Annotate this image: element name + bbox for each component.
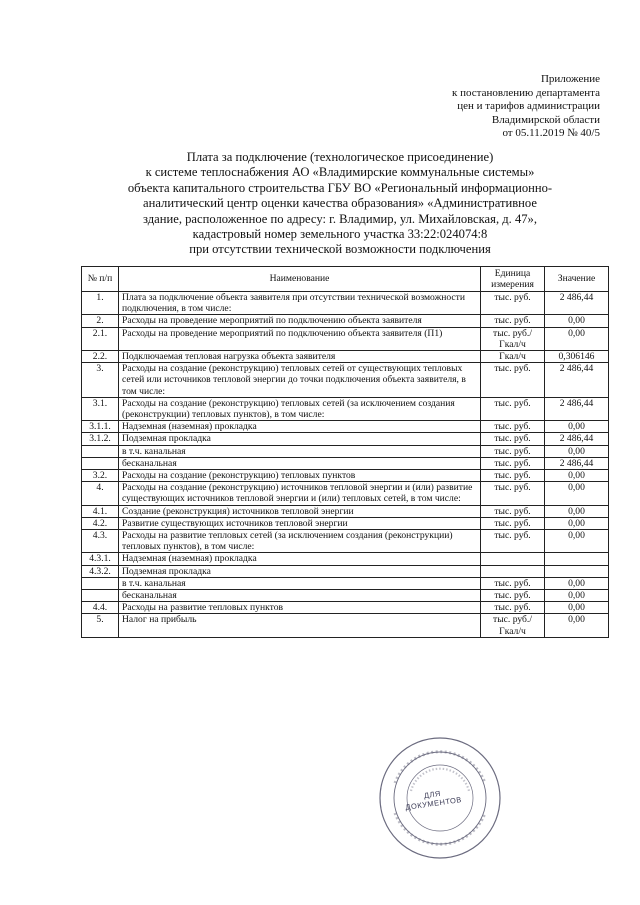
row-unit: Гкал/ч xyxy=(481,351,545,363)
row-name: Расходы на развитие тепловых сетей (за исключением создания (реконструкции) тепловых пунктов), в том числе: xyxy=(119,530,481,553)
row-number: 2.1. xyxy=(82,327,119,350)
row-value: 0,00 xyxy=(545,482,609,505)
row-name: Налог на прибыль xyxy=(119,614,481,637)
row-name: Создание (реконструкция) источников тепловой энергии xyxy=(119,505,481,517)
row-unit: тыс. руб. xyxy=(481,363,545,398)
row-name: Подземная прокладка xyxy=(119,433,481,445)
row-unit: тыс. руб. xyxy=(481,470,545,482)
row-number: 3.1.2. xyxy=(82,433,119,445)
row-number xyxy=(82,457,119,469)
row-number xyxy=(82,445,119,457)
row-name: Подключаемая тепловая нагрузка объекта заявителя xyxy=(119,351,481,363)
table-row xyxy=(82,445,609,457)
row-number: 4.1. xyxy=(82,505,119,517)
table-row xyxy=(82,363,609,398)
row-unit: тыс. руб. xyxy=(481,397,545,420)
row-number: 4.3. xyxy=(82,530,119,553)
row-name: Расходы на создание (реконструкцию) тепловых сетей от существующих тепловых сетей или источников тепловой энергии до точки подключения объекта заявителя, в том числе: xyxy=(119,363,481,398)
stamp-center-text: ДЛЯ ДОКУМЕНТОВ xyxy=(404,788,463,812)
row-name: Надземная (наземная) прокладка xyxy=(119,553,481,565)
row-unit: тыс. руб. xyxy=(481,315,545,327)
row-value xyxy=(545,565,609,577)
row-number: 3.1.1. xyxy=(82,421,119,433)
row-name: в т.ч. канальная xyxy=(119,445,481,457)
row-number: 4.2. xyxy=(82,517,119,529)
table-header-row xyxy=(82,267,609,292)
row-name: бесканальная xyxy=(119,457,481,469)
row-name: Расходы на проведение мероприятий по подключению объекта заявителя xyxy=(119,315,481,327)
title-line: кадастровый номер земельного участка 33:22:024074:8 xyxy=(192,227,488,242)
row-name: в т.ч. канальная xyxy=(119,577,481,589)
row-name: Расходы на создание (реконструкцию) тепловых пунктов xyxy=(119,470,481,482)
table-row xyxy=(82,602,609,614)
row-number: 3.1. xyxy=(82,397,119,420)
row-number: 4.4. xyxy=(82,602,119,614)
table-row xyxy=(82,614,609,637)
row-unit: тыс. руб. xyxy=(481,602,545,614)
row-unit: тыс. руб. xyxy=(481,445,545,457)
row-value: 2 486,44 xyxy=(545,292,609,315)
header-num: № п/п xyxy=(82,267,119,292)
row-value xyxy=(545,553,609,565)
row-unit: тыс. руб. xyxy=(481,433,545,445)
row-unit: тыс. руб. xyxy=(481,590,545,602)
row-value: 0,00 xyxy=(545,327,609,350)
header-unit: Единица измерения xyxy=(481,267,545,292)
title-line: Плата за подключение (технологическое присоединение) xyxy=(186,150,494,164)
row-name: Подземная прокладка xyxy=(119,565,481,577)
table-row xyxy=(82,292,609,315)
row-number: 4.3.1. xyxy=(82,553,119,565)
row-value: 0,00 xyxy=(545,590,609,602)
title-line: к системе теплоснабжения АО «Владимирские коммунальные системы» xyxy=(145,165,535,180)
row-unit: тыс. руб. xyxy=(481,421,545,433)
table-row xyxy=(82,351,609,363)
row-value: 0,306146 xyxy=(545,351,609,363)
table-row xyxy=(82,505,609,517)
row-number: 2.2. xyxy=(82,351,119,363)
row-number: 2. xyxy=(82,315,119,327)
row-number xyxy=(82,577,119,589)
row-unit xyxy=(481,565,545,577)
row-number: 5. xyxy=(82,614,119,637)
row-name: Расходы на создание (реконструкцию) тепловых сетей (за исключением создания (реконструкции) тепловых пунктов), в том числе: xyxy=(119,397,481,420)
row-value: 2 486,44 xyxy=(545,457,609,469)
table-row xyxy=(82,530,609,553)
appendix-line: Владимирской области xyxy=(491,113,600,126)
title-line: аналитический центр оценки качества образования» «Административное xyxy=(143,196,537,211)
appendix-line: к постановлению департамента xyxy=(452,86,600,99)
table-row xyxy=(82,553,609,565)
title-line: при отсутствии технической возможности подключения xyxy=(189,242,491,257)
row-unit xyxy=(481,553,545,565)
row-value: 0,00 xyxy=(545,445,609,457)
title-line: объекта капитального строительства ГБУ ВО «Региональный информационно- xyxy=(127,180,553,195)
row-value: 2 486,44 xyxy=(545,363,609,398)
appendix-line: цен и тарифов администрации xyxy=(457,100,600,113)
header-value: Значение xyxy=(545,267,609,292)
row-unit: тыс. руб. xyxy=(481,530,545,553)
tariff-table xyxy=(81,266,609,638)
row-name: Плата за подключение объекта заявителя при отсутствии технической возможности подключения, в том числе: xyxy=(119,292,481,315)
row-number: 3.2. xyxy=(82,470,119,482)
row-unit: тыс. руб./ Гкал/ч xyxy=(481,614,545,637)
appendix-line: от 05.11.2019 № 40/5 xyxy=(502,127,600,140)
table-row xyxy=(82,397,609,420)
row-unit: тыс. руб./ Гкал/ч xyxy=(481,327,545,350)
table-row xyxy=(82,517,609,529)
stamp-ring-lettering xyxy=(395,813,485,844)
row-unit: тыс. руб. xyxy=(481,292,545,315)
table-row xyxy=(82,590,609,602)
row-number: 4. xyxy=(82,482,119,505)
row-unit: тыс. руб. xyxy=(481,457,545,469)
row-name: Расходы на развитие тепловых пунктов xyxy=(119,602,481,614)
row-name: Расходы на проведение мероприятий по подключению объекта заявителя (П1) xyxy=(119,327,481,350)
row-value: 0,00 xyxy=(545,315,609,327)
table-row xyxy=(82,433,609,445)
row-name: бесканальная xyxy=(119,590,481,602)
row-unit: тыс. руб. xyxy=(481,577,545,589)
row-value: 2 486,44 xyxy=(545,397,609,420)
row-unit: тыс. руб. xyxy=(481,505,545,517)
row-value: 0,00 xyxy=(545,602,609,614)
table-row xyxy=(82,421,609,433)
table-row xyxy=(82,457,609,469)
table-row xyxy=(82,482,609,505)
row-value: 0,00 xyxy=(545,421,609,433)
table-row xyxy=(82,315,609,327)
title-line: здание, расположенное по адресу: г. Владимир, ул. Михайловская, д. 47», xyxy=(143,211,537,226)
row-name: Развитие существующих источников тепловой энергии xyxy=(119,517,481,529)
table-row xyxy=(82,470,609,482)
row-unit: тыс. руб. xyxy=(481,517,545,529)
stamp-ring-lettering xyxy=(395,752,485,783)
table-row xyxy=(82,327,609,350)
row-name: Надземная (наземная) прокладка xyxy=(119,421,481,433)
row-number xyxy=(82,590,119,602)
row-number: 3. xyxy=(82,363,119,398)
row-value: 0,00 xyxy=(545,530,609,553)
row-number: 4.3.2. xyxy=(82,565,119,577)
row-name: Расходы на создание (реконструкцию) источников тепловой энергии и (или) развитие существующих источников тепловой энергии и (или) тепловых сетей, в том числе: xyxy=(119,482,481,505)
table-row xyxy=(82,577,609,589)
table-body xyxy=(82,292,609,638)
row-number: 1. xyxy=(82,292,119,315)
row-value: 2 486,44 xyxy=(545,433,609,445)
row-value: 0,00 xyxy=(545,505,609,517)
row-value: 0,00 xyxy=(545,614,609,637)
document-title xyxy=(100,150,580,258)
row-value: 0,00 xyxy=(545,470,609,482)
appendix-header xyxy=(400,73,600,141)
appendix-line: Приложение xyxy=(540,73,600,85)
row-value: 0,00 xyxy=(545,577,609,589)
table-row xyxy=(82,565,609,577)
row-unit: тыс. руб. xyxy=(481,482,545,505)
header-name: Наименование xyxy=(119,267,481,292)
row-value: 0,00 xyxy=(545,517,609,529)
